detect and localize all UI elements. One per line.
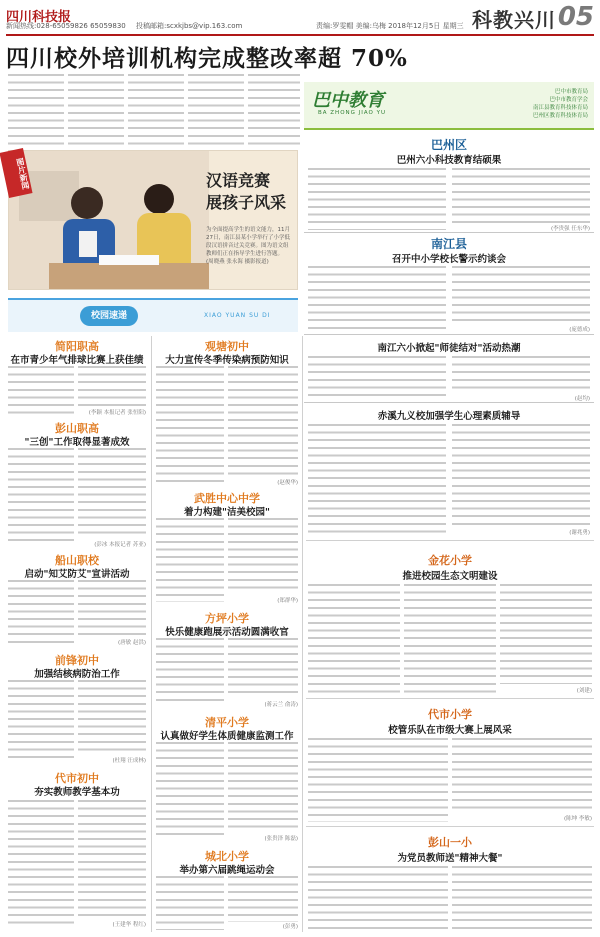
photo-title-line1: 汉语竞赛 <box>206 171 271 190</box>
sidebar-text <box>308 266 446 330</box>
article-text <box>78 366 146 406</box>
partner-name: 南江县教育科技体育局 <box>532 105 588 111</box>
article-text <box>452 738 592 814</box>
article-text <box>228 518 298 594</box>
campus-label: 校园速递 <box>80 306 138 326</box>
section-divider <box>306 698 594 699</box>
sidebar-text <box>308 424 446 536</box>
article-title: 大力宣传冬季传染病预防知识 <box>165 355 289 366</box>
article-text <box>8 800 74 928</box>
section-divider <box>306 826 594 827</box>
article-text <box>308 738 448 822</box>
lead-text-col <box>188 74 244 146</box>
school-name: 彭山职高 <box>55 422 99 435</box>
school-name: 彭山一小 <box>428 836 472 849</box>
sidebar-text <box>308 356 446 400</box>
photo-title-line2: 展孩子风采 <box>206 193 287 212</box>
article-text <box>452 866 592 932</box>
sidebar-logo: 巴中教育 <box>312 90 384 111</box>
school-name: 船山职校 <box>55 554 99 567</box>
article-text <box>308 584 400 694</box>
lead-text-col <box>128 74 184 146</box>
article-title: 快乐健康跑展示活动圆满收官 <box>165 627 289 638</box>
byline: (张贵泽 陈磊) <box>264 836 298 842</box>
article-text <box>228 366 298 476</box>
header-rule <box>6 34 594 36</box>
sidebar-text <box>308 168 446 230</box>
photo-tag: 图片新闻 <box>0 148 33 198</box>
lead-text-col <box>8 74 64 146</box>
byline: (刘建) <box>576 688 592 694</box>
lead-text-col <box>248 74 300 146</box>
partner-name: 巴中市教育局 <box>554 89 588 95</box>
byline: (蒋云兰 俞涛) <box>264 702 298 708</box>
school-name: 观塘初中 <box>205 340 249 353</box>
separator <box>304 334 594 335</box>
byline: (赵俊华) <box>277 480 298 486</box>
column-divider <box>302 336 303 932</box>
sidebar-partners <box>488 88 588 120</box>
article-text <box>78 680 146 754</box>
school-name: 方坪小学 <box>205 612 249 625</box>
article-text <box>8 580 74 644</box>
article-text <box>78 448 146 538</box>
article-text <box>156 638 224 706</box>
article-text <box>78 580 146 636</box>
school-name: 城北小学 <box>205 850 249 863</box>
article-text <box>404 584 496 694</box>
byline: (杜翔 汪成林) <box>112 758 146 764</box>
photo-caption <box>206 226 292 266</box>
byline: (郑群华) <box>277 598 298 604</box>
school-name: 简阳职高 <box>55 340 99 353</box>
byline: (李颖 本报记者 张恒阳) <box>88 410 146 416</box>
info-bar <box>6 21 526 31</box>
article-text <box>228 876 298 922</box>
article-title: 校管乐队在市级大赛上展风采 <box>388 725 512 736</box>
article-text <box>228 638 298 698</box>
sidebar-article-title: 南江六小掀起"师徒结对"活动热潮 <box>377 343 521 354</box>
article-title: "三创"工作取得显著成效 <box>24 437 130 448</box>
region-heading: 巴州区 <box>430 138 467 152</box>
campus-label-en: XIAO YUAN SU DI <box>204 312 271 319</box>
sidebar-header <box>304 82 594 130</box>
article-text <box>78 800 146 918</box>
photo-caption-text: 为全面提高学生的语文能力，11月27日，南江县某小学举行了小学低段汉语拼音过关竞赛。图为语文组教师们正在指导学生进行答题。 <box>206 227 290 257</box>
page-number: 05 <box>557 2 594 32</box>
paper-name: 四川科技报 <box>6 10 72 25</box>
byline: (赵均) <box>574 396 590 402</box>
sidebar-text <box>452 356 590 394</box>
byline: (庞德成) <box>569 327 590 333</box>
separator <box>304 232 594 233</box>
article-title: 加强结核病防治工作 <box>34 669 120 680</box>
sidebar-text <box>452 424 590 528</box>
article-text <box>156 742 224 840</box>
editors: 责编:罗雯帽 美编:乌梅 2018年12月5日 星期三 <box>316 22 464 30</box>
sidebar-logo-sub: BA ZHONG JIAO YU <box>318 110 387 116</box>
sidebar-article-title: 赤溪九义校加强学生心理素质辅导 <box>377 411 521 422</box>
partner-name: 巴中市教育学会 <box>549 97 588 103</box>
school-name: 代市小学 <box>428 708 472 721</box>
byline: (王建华 程红) <box>112 922 146 928</box>
article-title: 认真做好学生体质健康监测工作 <box>160 731 294 742</box>
school-name: 前锋初中 <box>55 654 99 667</box>
article-title: 启动"知艾防艾"宣讲活动 <box>24 569 130 580</box>
article-title: 推进校园生态文明建设 <box>402 571 498 582</box>
article-title: 夯实教师教学基本功 <box>34 787 120 798</box>
byline: (李贵强 任东华) <box>550 226 590 232</box>
byline: (陈坤 李敏) <box>563 816 592 822</box>
school-name: 代市初中 <box>55 772 99 785</box>
hotline: 新闻热线:028-65059826 65059830 <box>6 22 126 30</box>
main-headline: 四川校外培训机构完成整改率超 70% <box>6 45 408 72</box>
article-title: 着力构建"洁美校园" <box>184 507 270 518</box>
byline: (谢兆勇) <box>569 530 590 536</box>
section-divider <box>306 540 594 541</box>
sidebar-article-title: 召开中小学校长警示约谈会 <box>391 254 506 265</box>
masthead <box>6 4 594 32</box>
school-name: 武胜中心中学 <box>194 492 260 505</box>
column-divider <box>151 336 152 932</box>
region-heading: 南江县 <box>430 237 467 251</box>
byline: (唐敏 赵洪) <box>117 640 146 646</box>
email: 投稿邮箱:scxkjbs@vip.163.com <box>135 22 243 30</box>
bazhong-sidebar <box>304 82 594 442</box>
article-title: 为党员教师送"精神大餐" <box>397 853 503 864</box>
school-name: 金花小学 <box>428 554 472 567</box>
article-text <box>156 518 224 602</box>
photo-title <box>206 170 286 214</box>
article-text <box>228 742 298 832</box>
article-text <box>8 448 74 546</box>
byline: (彭勇) <box>282 924 298 930</box>
article-title: 举办第六届跳绳运动会 <box>179 865 275 876</box>
article-text <box>308 866 448 932</box>
separator <box>304 402 594 403</box>
photo-credit: (周晓燕 张永海 摄影报道) <box>206 259 269 265</box>
article-text <box>8 366 74 414</box>
article-text <box>156 366 224 484</box>
partner-name: 巴州区教育科技体育局 <box>532 113 588 119</box>
article-text <box>8 680 74 760</box>
lead-text-col <box>68 74 124 146</box>
byline: (彭冰 本报记者 苏亚) <box>94 542 146 548</box>
sidebar-text <box>452 168 590 224</box>
sidebar-text <box>452 266 590 324</box>
section-title: 科教兴川 <box>472 8 556 32</box>
article-text <box>500 584 592 684</box>
article-title: 在市青少年气排球比赛上获佳绩 <box>10 355 144 366</box>
campus-banner <box>8 298 298 332</box>
school-name: 清平小学 <box>205 716 249 729</box>
sidebar-article-title: 巴州六小科技教育结硕果 <box>396 155 502 166</box>
